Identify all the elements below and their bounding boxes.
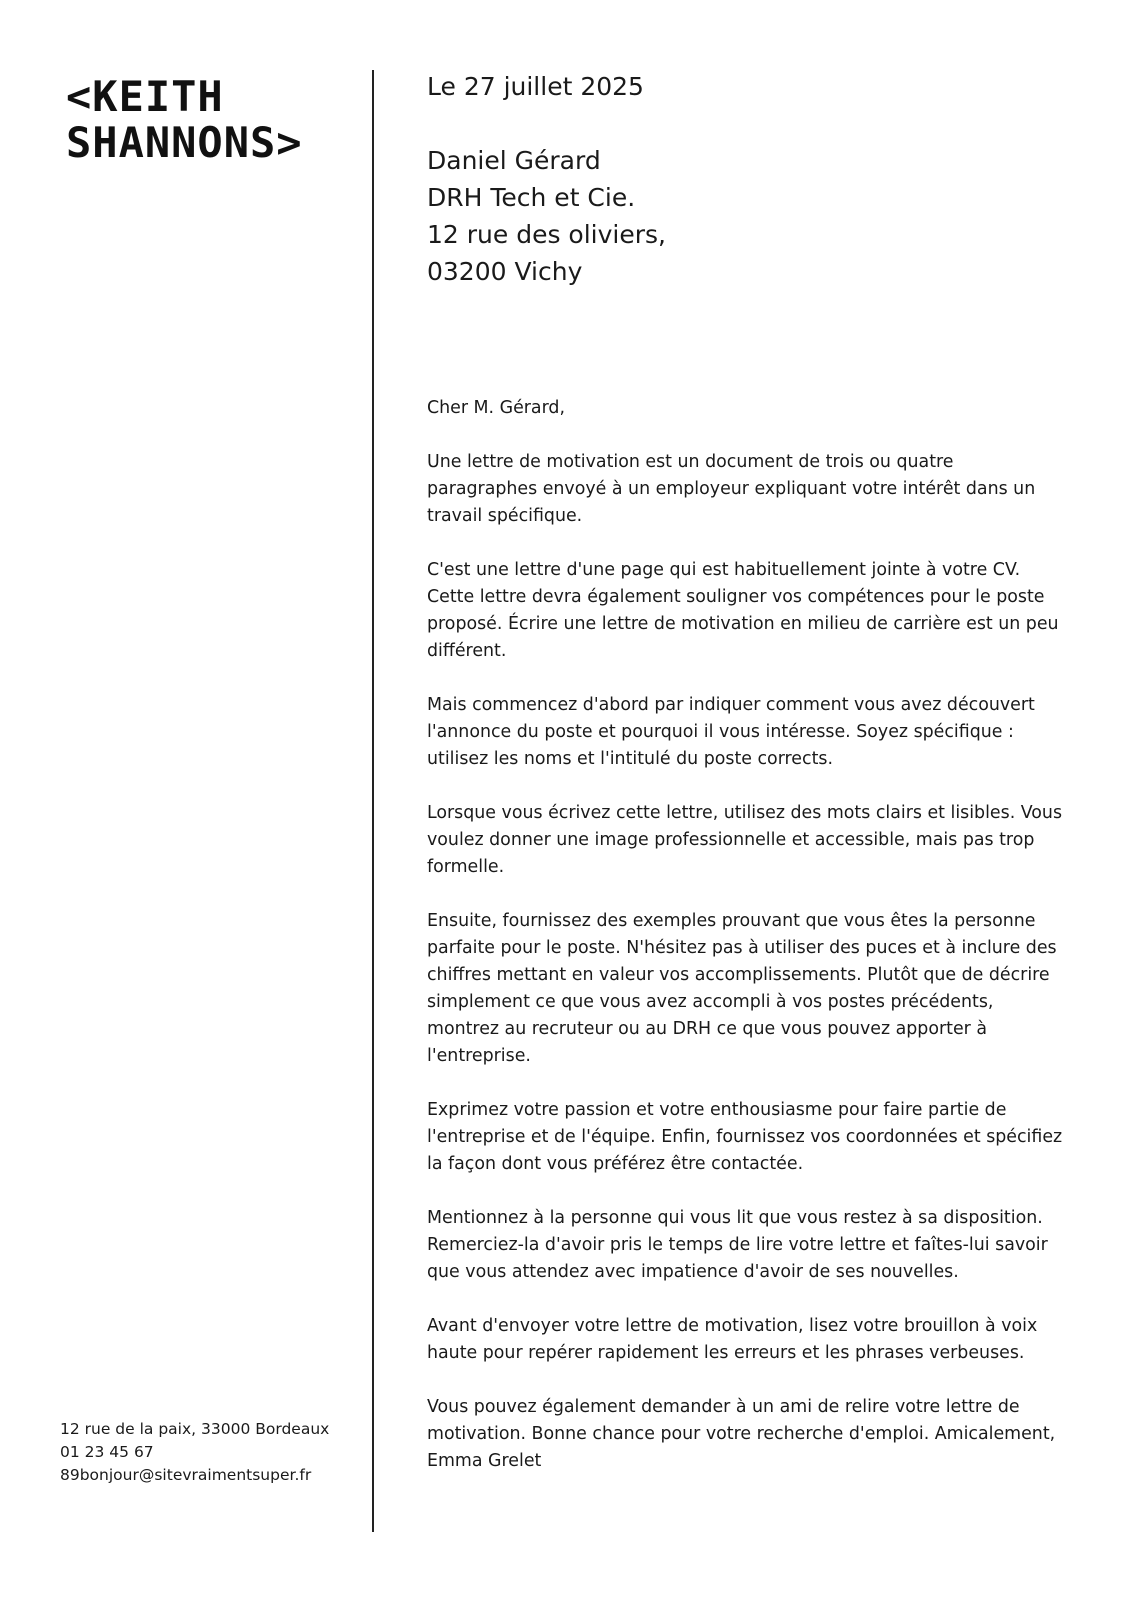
recipient-name: Daniel Gérard <box>427 146 601 175</box>
recipient-block <box>427 142 666 290</box>
paragraph-line: motivation. Bonne chance pour votre recherche d'emploi. Amicalement, <box>427 1424 1056 1444</box>
paragraph-line: travail spécifique. <box>427 506 583 526</box>
paragraph-6 <box>427 1097 1082 1178</box>
sender-phone: 01 23 45 67 <box>60 1443 154 1461</box>
paragraph-line: haute pour repérer rapidement les erreurs et les phrases verbeuses. <box>427 1343 1025 1363</box>
paragraph-line: l'annonce du poste et pourquoi il vous intéresse. Soyez spécifique : <box>427 722 1014 742</box>
paragraph-line: Vous pouvez également demander à un ami de relire votre lettre de <box>427 1397 1020 1417</box>
paragraph-line: C'est une lettre d'une page qui est habituellement jointe à votre CV. <box>427 560 1021 580</box>
paragraph-line: chiffres mettant en valeur vos accomplissements. Plutôt que de décrire <box>427 965 1050 985</box>
paragraph-4 <box>427 800 1082 881</box>
letter-date: Le 27 juillet 2025 <box>427 72 644 101</box>
paragraph-2 <box>427 557 1082 665</box>
paragraph-line: Lorsque vous écrivez cette lettre, utilisez des mots clairs et lisibles. Vous <box>427 803 1063 823</box>
paragraph-line: utilisez les noms et l'intitulé du poste corrects. <box>427 749 833 769</box>
paragraph-line: formelle. <box>427 857 505 877</box>
paragraph-line: Avant d'envoyer votre lettre de motivation, lisez votre brouillon à voix <box>427 1316 1038 1336</box>
brand-line-2: SHANNONS> <box>66 118 303 167</box>
paragraph-line: simplement ce que vous avez accompli à vos postes précédents, <box>427 992 994 1012</box>
paragraph-3 <box>427 692 1082 773</box>
paragraph-line: paragraphes envoyé à un employeur expliquant votre intérêt dans un <box>427 479 1036 499</box>
recipient-city: 03200 Vichy <box>427 257 583 286</box>
salutation-text: Cher M. Gérard, <box>427 398 565 418</box>
paragraph-line: l'entreprise. <box>427 1046 531 1066</box>
paragraph-line: Une lettre de motivation est un document de trois ou quatre <box>427 452 954 472</box>
paragraph-line: différent. <box>427 641 507 661</box>
vertical-divider <box>372 70 374 1532</box>
paragraph-line: l'entreprise et de l'équipe. Enfin, fournissez vos coordonnées et spécifiez <box>427 1127 1063 1147</box>
paragraph-line: voulez donner une image professionnelle et accessible, mais pas trop <box>427 830 1035 850</box>
paragraph-5 <box>427 908 1082 1070</box>
brand-line-1: <KEITH <box>66 72 224 121</box>
salutation <box>427 395 1082 422</box>
paragraph-line: Mais commencez d'abord par indiquer comment vous avez découvert <box>427 695 1035 715</box>
paragraph-line: parfaite pour le poste. N'hésitez pas à utiliser des puces et à inclure des <box>427 938 1057 958</box>
paragraph-line: proposé. Écrire une lettre de motivation en milieu de carrière est un peu <box>427 614 1059 634</box>
paragraph-1 <box>427 449 1082 530</box>
paragraph-line: Cette lettre devra également souligner vos compétences pour le poste <box>427 587 1045 607</box>
paragraph-line: la façon dont vous préférez être contactée. <box>427 1154 804 1174</box>
paragraph-7 <box>427 1205 1082 1286</box>
paragraph-line: Mentionnez à la personne qui vous lit que vous restez à sa disposition. <box>427 1208 1043 1228</box>
recipient-title: DRH Tech et Cie. <box>427 183 636 212</box>
paragraph-line: montrez au recruteur ou au DRH ce que vous pouvez apporter à <box>427 1019 987 1039</box>
paragraph-line: Remerciez-la d'avoir pris le temps de lire votre lettre et faîtes-lui savoir <box>427 1235 1048 1255</box>
recipient-street: 12 rue des oliviers, <box>427 220 666 249</box>
signature-name: Emma Grelet <box>427 1451 542 1471</box>
paragraph-line: que vous attendez avec impatience d'avoir de ses nouvelles. <box>427 1262 959 1282</box>
sender-email: 89bonjour@sitevraimentsuper.fr <box>60 1466 312 1484</box>
paragraph-line: Ensuite, fournissez des exemples prouvant que vous êtes la personne <box>427 911 1036 931</box>
paragraph-8 <box>427 1313 1082 1367</box>
paragraph-9-closing <box>427 1394 1082 1475</box>
paragraph-line: Exprimez votre passion et votre enthousiasme pour faire partie de <box>427 1100 1007 1120</box>
letter-body <box>427 395 1082 1502</box>
sender-brand-name <box>66 74 303 166</box>
sender-contact-block <box>60 1418 329 1487</box>
sender-address: 12 rue de la paix, 33000 Bordeaux <box>60 1420 330 1438</box>
